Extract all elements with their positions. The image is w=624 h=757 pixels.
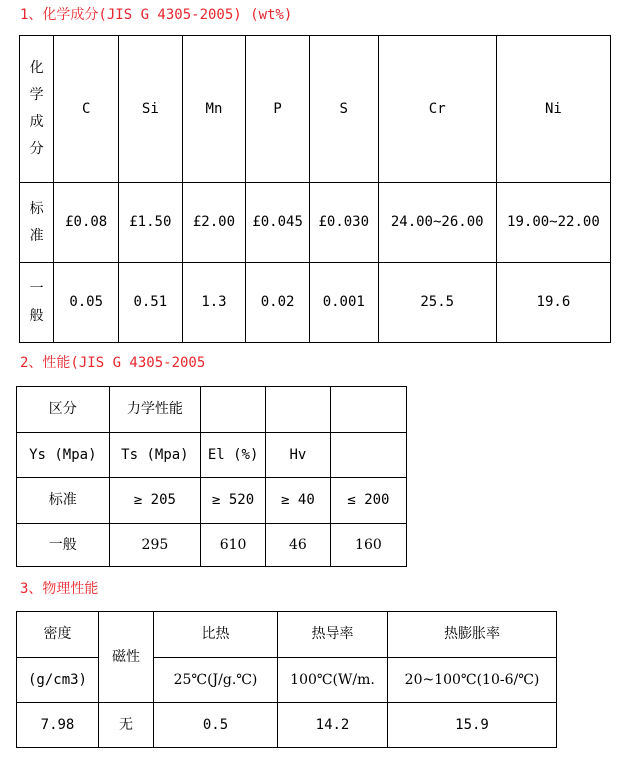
typical-el-value: 610 — [201, 524, 266, 567]
tensile-strength-header: Ts (Mpa) — [109, 433, 201, 478]
thermal-conductivity-unit: 100℃(W/m. — [278, 658, 388, 703]
hardness-header: Hv — [266, 433, 331, 478]
typical-row-label: 一般 — [17, 524, 110, 567]
yield-strength-header: Ys (Mpa) — [17, 433, 110, 478]
section1-heading: 1、化学成分(JIS G 4305-2005) (wt%) — [20, 7, 293, 23]
elongation-header: El (%) — [201, 433, 266, 478]
density-unit: (g/cm3) — [17, 658, 99, 703]
standard-mn-value: £2.00 — [182, 183, 246, 263]
typical-ni-value: 19.6 — [496, 263, 610, 343]
standard-cr-value: 24.00~26.00 — [378, 183, 496, 263]
element-ni-header: Ni — [496, 36, 610, 183]
composition-header-label: 化学成分 — [20, 36, 54, 183]
magnetism-label: 磁性 — [99, 612, 154, 703]
typical-hv-value: 46 — [266, 524, 331, 567]
thermal-expansion-label: 热膨胀率 — [388, 612, 557, 658]
typical-si-value: 0.51 — [119, 263, 183, 343]
properties-table — [16, 386, 407, 567]
element-si-header: Si — [119, 36, 183, 183]
standard-si-value: £1.50 — [119, 183, 183, 263]
empty-cell — [201, 387, 266, 433]
section3-heading: 3、物理性能 — [20, 581, 99, 597]
mechanical-properties-label: 力学性能 — [109, 387, 201, 433]
standard-c-value: £0.08 — [54, 183, 119, 263]
density-label: 密度 — [17, 612, 99, 658]
standard-s-value: £0.030 — [309, 183, 378, 263]
chemical-composition-table — [19, 35, 611, 343]
magnetism-value: 无 — [99, 703, 154, 748]
typical-p-value: 0.02 — [246, 263, 310, 343]
typical-row-label: 一般 — [20, 263, 54, 343]
thermal-conductivity-value: 14.2 — [278, 703, 388, 748]
typical-ts-value: 295 — [109, 524, 201, 567]
density-value: 7.98 — [17, 703, 99, 748]
thermal-expansion-unit: 20~100℃(10-6/℃) — [388, 658, 557, 703]
physical-properties-table — [16, 611, 557, 748]
typical-s-value: 0.001 — [309, 263, 378, 343]
empty-cell — [330, 387, 406, 433]
element-cr-header: Cr — [378, 36, 496, 183]
standard-max-hv-value: ≤ 200 — [330, 478, 406, 524]
specific-heat-label: 比热 — [154, 612, 278, 658]
standard-ni-value: 19.00~22.00 — [496, 183, 610, 263]
standard-ts-value: ≥ 205 — [109, 478, 201, 524]
empty-cell — [330, 433, 406, 478]
element-mn-header: Mn — [182, 36, 246, 183]
typical-max-hv-value: 160 — [330, 524, 406, 567]
typical-cr-value: 25.5 — [378, 263, 496, 343]
category-label: 区分 — [17, 387, 110, 433]
specific-heat-value: 0.5 — [154, 703, 278, 748]
typical-mn-value: 1.3 — [182, 263, 246, 343]
standard-row-label: 标准 — [17, 478, 110, 524]
standard-hv-value: ≥ 40 — [266, 478, 331, 524]
standard-row-label: 标准 — [20, 183, 54, 263]
section2-heading: 2、性能(JIS G 4305-2005 — [20, 355, 206, 371]
element-s-header: S — [309, 36, 378, 183]
typical-c-value: 0.05 — [54, 263, 119, 343]
element-c-header: C — [54, 36, 119, 183]
specific-heat-unit: 25℃(J/g.℃) — [154, 658, 278, 703]
thermal-conductivity-label: 热导率 — [278, 612, 388, 658]
thermal-expansion-value: 15.9 — [388, 703, 557, 748]
standard-el-value: ≥ 520 — [201, 478, 266, 524]
element-p-header: P — [246, 36, 310, 183]
empty-cell — [266, 387, 331, 433]
standard-p-value: £0.045 — [246, 183, 310, 263]
